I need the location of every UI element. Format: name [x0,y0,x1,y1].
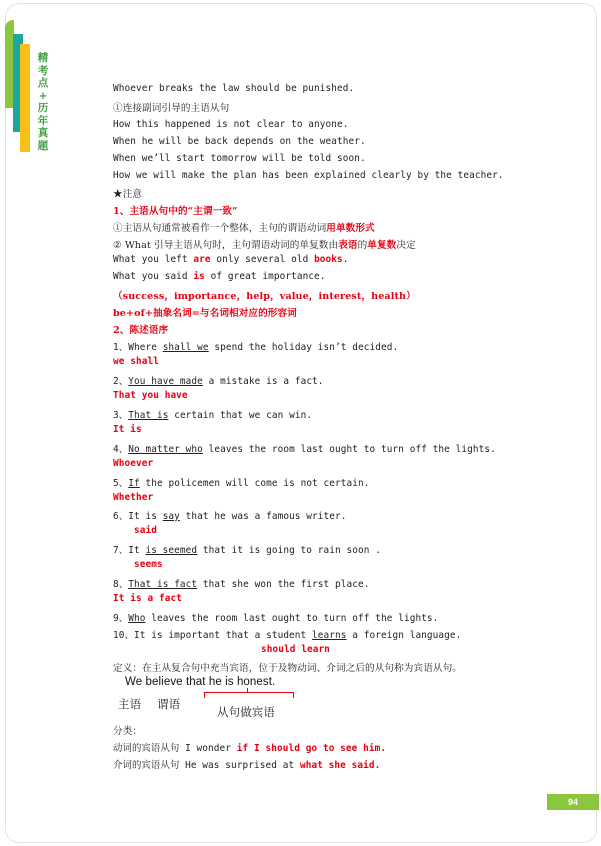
classification-item [113,757,380,771]
correction: It is a fact [113,593,182,604]
definition-text: 定义：在主从复合句中充当宾语，位于及物动词、介词之后的从句称为宾语从句。 [113,663,462,674]
example-sentence: How this happened is not clear to anyone. [113,119,349,130]
rule-text: 的 [357,240,368,251]
sentence-highlight: are [193,254,211,265]
side-title-char: 历 [37,102,49,114]
sentence-part: 动词的宾语从句 I wonder [113,743,237,754]
example-sentence [113,254,349,265]
correction: seems [134,559,163,570]
formula-note: be+of+抽象名词=与名词相对应的形容词 [113,308,297,319]
example-diagram-sentence: We believe that he is honest. [125,676,276,688]
exercise-item [113,373,324,387]
error-underline: That is fact [128,579,198,590]
sentence-part: 3、 [113,410,129,421]
sentence-part: What you said [113,271,194,282]
rule-text: ①主语从句通常被看作一个整体，主句的谓语动词 [113,223,327,234]
error-underline: Who [128,613,146,624]
sentence-part: the policemen will come is not certain. [139,478,370,489]
sentence-part: certain that we can win. [168,410,313,421]
example-sentence: When we’ll start tomorrow will be told soon. [113,153,366,164]
sentence-part: What you left [113,254,194,265]
decor-bar-yellow [20,44,30,152]
rule-highlight: 用单数形式 [326,223,375,234]
correction: Whoever [113,458,154,469]
sentence-part: 1、Where [113,342,163,353]
rule-text: ② What 引导主语从句时，主句谓语动词的单复数由 [113,240,339,251]
side-title-char: 考 [37,64,49,77]
subheading: ①连接副词引导的主语从句 [113,103,230,114]
page-number: 94 [547,794,599,810]
sentence-highlight: if I should go to see him. [236,743,387,754]
sentence-part: 2、 [113,376,129,387]
sentence-part: that she won the first place. [197,579,370,590]
section-heading: 1、主语从句中的“主谓一致” [113,206,238,217]
exercise-item [113,542,381,556]
exercise-item [113,407,312,421]
example-sentence: How we will make the plan has been explained clearly by the teacher. [113,170,504,181]
sentence-part: 介词的宾语从句 He was surprised at [113,760,300,771]
error-underline: is seemed [145,545,198,556]
sentence-part: 9、 [113,613,129,624]
correction: should learn [261,644,330,655]
error-underline: shall we [162,342,209,353]
side-title-char: 真 [37,127,49,139]
word-list: （success，importance，help，value，interest，health） [113,291,416,302]
side-title-char: 点 [37,77,49,89]
error-underline: learns [312,630,347,641]
sentence-part: that it is going to rain soon . [197,545,381,556]
side-section-title [36,52,50,152]
sentence-highlight: books [314,254,343,265]
sentence-part: 5、 [113,478,129,489]
sentence-part: a foreign language. [346,630,462,641]
section-heading: 2、陈述语序 [113,325,169,336]
example-sentence: When he will be back depends on the weather. [113,136,366,147]
rule-line [113,237,416,251]
error-underline: You have made [128,376,203,387]
rule-highlight: 表语 [338,240,358,251]
object-clause-brace [204,692,294,698]
sentence-part: . [342,254,349,265]
example-sentence: Whoever breaks the law should be punished. [113,83,355,94]
exercise-item [113,475,370,489]
object-clause-brace-tick [247,688,248,692]
sentence-part: 7、It [113,545,146,556]
sentence-part: spend the holiday isn’t decided. [208,342,399,353]
correction: said [134,525,157,536]
correction: That you have [113,390,188,401]
sentence-part: that he was a famous writer. [179,511,347,522]
side-title-char: 精 [37,52,49,64]
sentence-part: 8、 [113,579,129,590]
sentence-part: only several old [210,254,315,265]
sentence-part: a mistake is a fact. [202,376,324,387]
sentence-part: 10、It is important that a student [113,630,313,641]
note-heading: ★注意 [113,189,143,200]
sentence-highlight: what she said. [299,760,381,771]
side-title-char: + [38,89,48,102]
exercise-item [113,576,370,590]
rule-line [113,220,375,234]
exercise-item [113,441,496,455]
error-underline: If [128,478,140,489]
classification-heading: 分类： [113,726,143,737]
correction: Whether [113,492,154,503]
label-object-clause: 从句做宾语 [217,705,275,719]
label-subject: 主语 [118,697,142,711]
rule-highlight: 单复数 [367,240,397,251]
error-underline: say [162,511,180,522]
exercise-item [113,339,398,353]
side-title-char: 年 [37,114,49,127]
sentence-highlight: is [193,271,205,282]
error-underline: That is [128,410,169,421]
side-title-char: 题 [37,139,49,152]
sentence-part: of great importance. [204,271,326,282]
sentence-part: 4、 [113,444,129,455]
classification-item [113,740,386,754]
exercise-item [113,627,461,641]
sentence-part: 6、It is [113,511,163,522]
error-underline: No matter who [128,444,203,455]
rule-text: 决定 [396,240,416,251]
example-sentence [113,271,326,282]
sentence-part: leaves the room last ought to turn off the lights. [145,613,439,624]
exercise-item [113,610,438,624]
correction: It is [113,424,142,435]
label-predicate: 谓语 [157,697,181,711]
correction: we shall [113,356,159,367]
sentence-part: leaves the room last ought to turn off the lights. [202,444,496,455]
exercise-item [113,508,347,522]
